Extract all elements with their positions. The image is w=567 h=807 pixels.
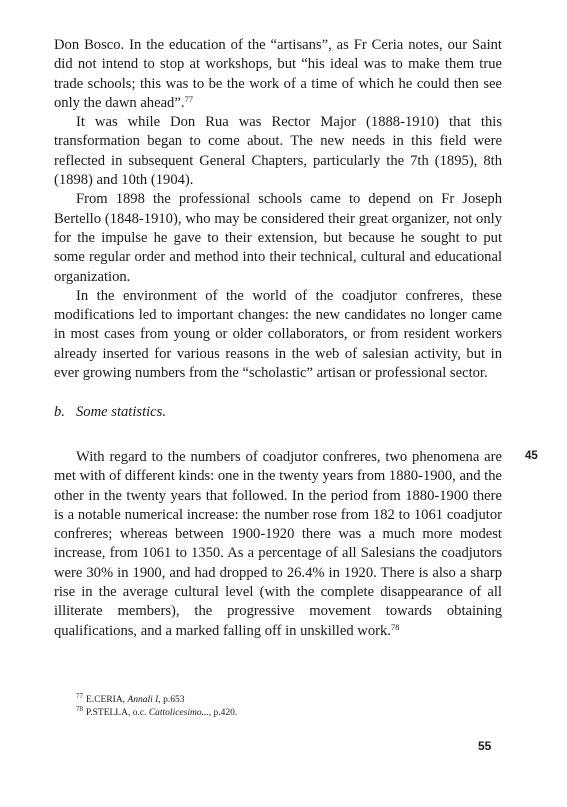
- footnote-77-author: E.CERIA,: [86, 695, 126, 705]
- footnote-77-work: Annali I,: [127, 695, 161, 705]
- statistics-paragraph-text: With regard to the numbers of coadjutor confreres, two phenomena are met with of different kinds: one in the twenty years from 1880-1900, and the other in the twenty years that followed. In the period from 1880-1900 there is a notable numerical increase: the number rose from 182 to 1061 coadjutor confreres; whereas between 1900-1920 there was a much more modest increase, from 1061 to 1350. As a percentage of all Salesians the coadjutors were 30% in 1900, and had dropped to 26.4% in 1920. There is also a sharp rise in the average cultural level (with the complete disappearance of all illiterate members), the progressive movement towards obtaining qualifications, and a marked falling off in unskilled work.: [54, 449, 502, 639]
- section-label: b.: [54, 404, 65, 420]
- footnote-77-page: p.653: [163, 695, 185, 705]
- footnote-77: [76, 694, 496, 707]
- footnote-78-ref: o.c.: [132, 708, 147, 718]
- footnote-78-page: p.420.: [213, 708, 238, 718]
- page-number: 55: [478, 739, 492, 753]
- section-heading: [54, 403, 494, 422]
- paragraph-1: [54, 36, 502, 113]
- footnotes: [76, 694, 496, 720]
- margin-number: 45: [525, 450, 538, 462]
- footnote-78-number: 78: [76, 705, 83, 713]
- footnote-78-author: P.STELLA,: [86, 708, 131, 718]
- footnote-ref-77[interactable]: 77: [184, 93, 193, 104]
- statistics-section: [54, 448, 502, 641]
- body-text: [54, 36, 502, 383]
- statistics-paragraph: [54, 448, 502, 641]
- paragraph-2: It was while Don Rua was Rector Major (1888-1910) that this transformation began to come about. The new needs in this field were reflected in subsequent General Chapters, particularly the 7th (1895), 8th (1898) and 10th (1904).: [54, 114, 502, 189]
- paragraph-3: From 1898 the professional schools came to depend on Fr Joseph Bertello (1848-1910), who may be considered their great organizer, not only for the impulse he gave to their extension, but because he sought to put some regular order and method into their technical, cultural and educational organization.: [54, 191, 502, 285]
- footnote-ref-78[interactable]: 78: [390, 621, 400, 632]
- paragraph-4: In the environment of the world of the coadjutor confreres, these modifications led to important changes: the new candidates no longer came in most cases from young or older collaborators, or from resident workers already inserted for various reasons in the web of salesian activity, but in ever growing numbers from the “scholastic” artisan or professional sector.: [54, 287, 502, 382]
- paragraph-1-text: Don Bosco. In the education of the “artisans”, as Fr Ceria notes, our Saint did not intend to stop at workshops, but “his ideal was to make them true trade schools; this was to be the work of a time of which he could then see only the dawn ahead”.: [54, 37, 502, 111]
- footnote-77-number: 77: [76, 692, 83, 700]
- footnote-78: [76, 707, 496, 720]
- section-title: Some statistics.: [76, 404, 166, 420]
- footnote-78-work: Cattolicesimo...,: [148, 708, 212, 718]
